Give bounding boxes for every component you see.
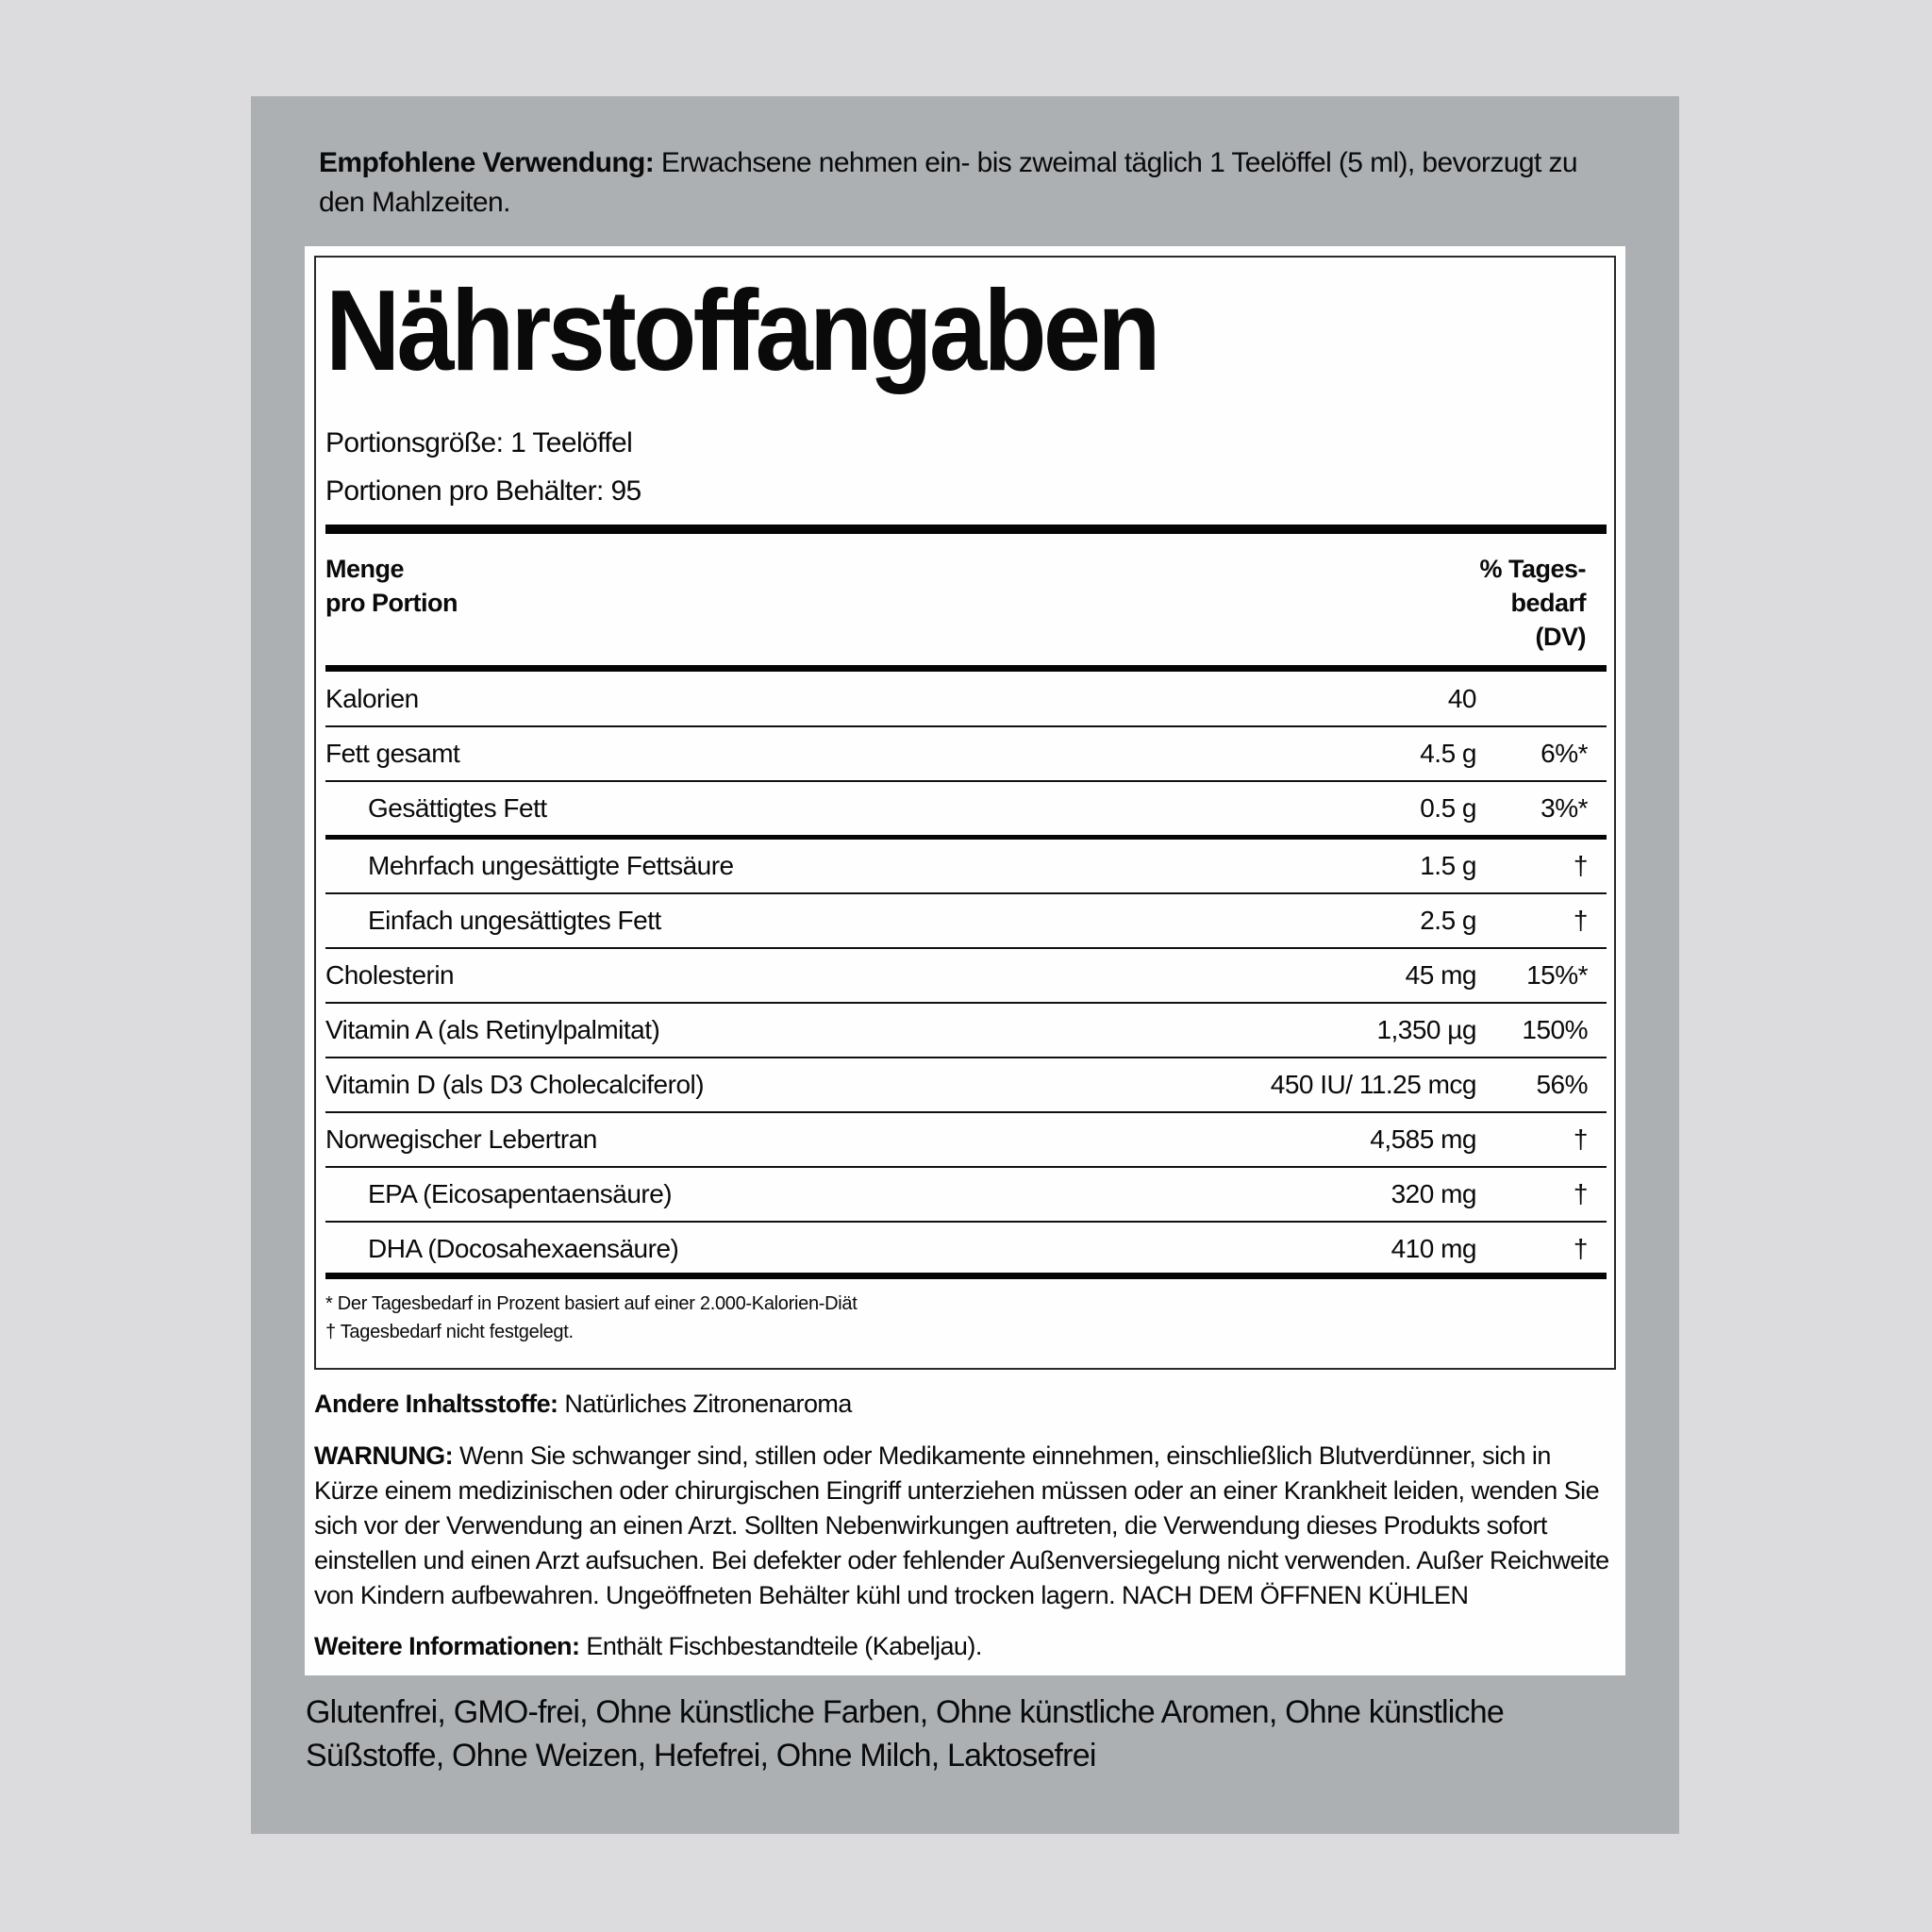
header-right-line: (DV)	[1535, 623, 1586, 651]
table-row	[325, 727, 1607, 782]
recommended-use	[319, 143, 1602, 223]
nutrient-amount: 450 IU/ 11.25 mcg	[1270, 1070, 1476, 1099]
nutrient-name: Fett gesamt	[325, 739, 460, 768]
header-left-line: pro Portion	[325, 589, 458, 617]
nutrient-amount: 4,585 mg	[1370, 1124, 1476, 1154]
nutrient-name: Cholesterin	[325, 960, 455, 990]
recommended-use-text: Erwachsene nehmen ein- bis zweimal täglich 1 Teelöffel (5 ml), bevorzugt zu den Mahlzeiten.	[319, 147, 1577, 218]
nutrient-dv: 56%	[1536, 1070, 1588, 1099]
warning-label: WARNUNG:	[314, 1441, 454, 1470]
nutrient-dv: †	[1573, 1179, 1588, 1208]
nutrient-amount: 320 mg	[1391, 1179, 1476, 1208]
nutrient-table	[325, 673, 1607, 1275]
nutrient-amount: 1.5 g	[1420, 851, 1476, 880]
header-daily-value	[1479, 552, 1586, 654]
recommended-use-label: Empfohlene Verwendung:	[319, 147, 655, 178]
table-row	[325, 1058, 1607, 1113]
nutrient-name: Norwegischer Lebertran	[325, 1124, 597, 1154]
more-info-label: Weitere Informationen:	[314, 1632, 580, 1660]
nutrient-amount: 410 mg	[1391, 1234, 1476, 1263]
table-row	[325, 840, 1607, 894]
header-right-line: bedarf	[1510, 589, 1586, 617]
nutrient-dv: †	[1573, 1124, 1588, 1154]
free-from-claims: Glutenfrei, GMO-frei, Ohne künstliche Farben, Ohne künstliche Aromen, Ohne künstliche Süßstoffe, Ohne Weizen, Hefefrei, Ohne Milch, Laktosefrei	[306, 1694, 1504, 1774]
table-row	[325, 949, 1607, 1004]
nutrient-name: DHA (Docosahexaensäure)	[368, 1234, 679, 1263]
table-row	[325, 1004, 1607, 1058]
other-ingredients-label: Andere Inhaltsstoffe:	[314, 1390, 558, 1418]
nutrient-name: EPA (Eicosapentaensäure)	[368, 1179, 673, 1208]
nutrient-name: Gesättigtes Fett	[368, 793, 547, 823]
nutrient-dv: †	[1573, 851, 1588, 880]
nutrient-dv: †	[1573, 1234, 1588, 1263]
nutrient-amount: 45 mg	[1405, 960, 1476, 990]
nutrient-dv: †	[1573, 906, 1588, 935]
other-ingredients	[314, 1387, 1616, 1422]
nutrient-name: Einfach ungesättigtes Fett	[368, 906, 661, 935]
footnote-dv-not-established: † Tagesbedarf nicht festgelegt.	[325, 1322, 574, 1342]
header-right-line: % Tages-	[1479, 555, 1586, 583]
footnote-percent-dv: * Der Tagesbedarf in Prozent basiert auf einer 2.000-Kalorien-Diät	[325, 1293, 858, 1314]
nutrient-amount: 4.5 g	[1420, 739, 1476, 768]
nutrient-amount: 40	[1447, 684, 1476, 713]
divider-bottom	[325, 1273, 1607, 1279]
header-amount-per-serving	[325, 552, 458, 620]
nutrient-name: Vitamin D (als D3 Cholecalciferol)	[325, 1070, 705, 1099]
nutrient-name: Mehrfach ungesättigte Fettsäure	[368, 851, 734, 880]
more-info	[314, 1629, 1616, 1664]
nutrient-amount: 1,350 µg	[1376, 1015, 1476, 1044]
serving-size: Portionsgröße: 1 Teelöffel	[325, 427, 633, 458]
nutrient-amount: 0.5 g	[1420, 793, 1476, 823]
nutrient-dv: 15%*	[1526, 960, 1588, 990]
divider-medium	[325, 665, 1607, 672]
nutrient-name: Vitamin A (als Retinylpalmitat)	[325, 1015, 660, 1044]
nutrient-dv: 6%*	[1541, 739, 1588, 768]
servings-per-container: Portionen pro Behälter: 95	[325, 475, 641, 507]
table-row	[325, 1223, 1607, 1275]
nutrient-name: Kalorien	[325, 684, 419, 713]
facts-title: Nährstoffangaben	[325, 266, 1158, 394]
nutrient-dv: 150%	[1522, 1015, 1588, 1044]
table-row	[325, 782, 1607, 840]
header-left-line: Menge	[325, 555, 405, 583]
more-info-text: Enthält Fischbestandteile (Kabeljau).	[579, 1632, 982, 1660]
divider-thick	[325, 525, 1607, 534]
table-row	[325, 1168, 1607, 1223]
table-row	[325, 673, 1607, 727]
nutrition-facts-box	[314, 256, 1616, 1370]
table-row	[325, 1113, 1607, 1168]
nutrient-amount: 2.5 g	[1420, 906, 1476, 935]
warning-text: Wenn Sie schwanger sind, stillen oder Medikamente einnehmen, einschließlich Blutverdünner, sich in Kürze einem medizinischen oder chirurgischen Eingriff unterziehen müssen oder an einer Krankheit leiden, wenden Sie sich vor der Verwendung an einen Arzt. Sollten Nebenwirkungen auftreten, die Verwendung dieses Produkts sofort einstellen und einen Arzt aufsuchen. Bei defekter oder fehlender Außenversiegelung nicht verwenden. Außer Reichweite von Kindern aufbewahren. Ungeöffneten Behälter kühl und trocken lagern. NACH DEM ÖFFNEN KÜHLEN	[314, 1441, 1609, 1609]
nutrient-dv: 3%*	[1541, 793, 1588, 823]
table-row	[325, 894, 1607, 949]
warning	[314, 1439, 1616, 1613]
other-ingredients-text: Natürliches Zitronenaroma	[558, 1390, 852, 1418]
